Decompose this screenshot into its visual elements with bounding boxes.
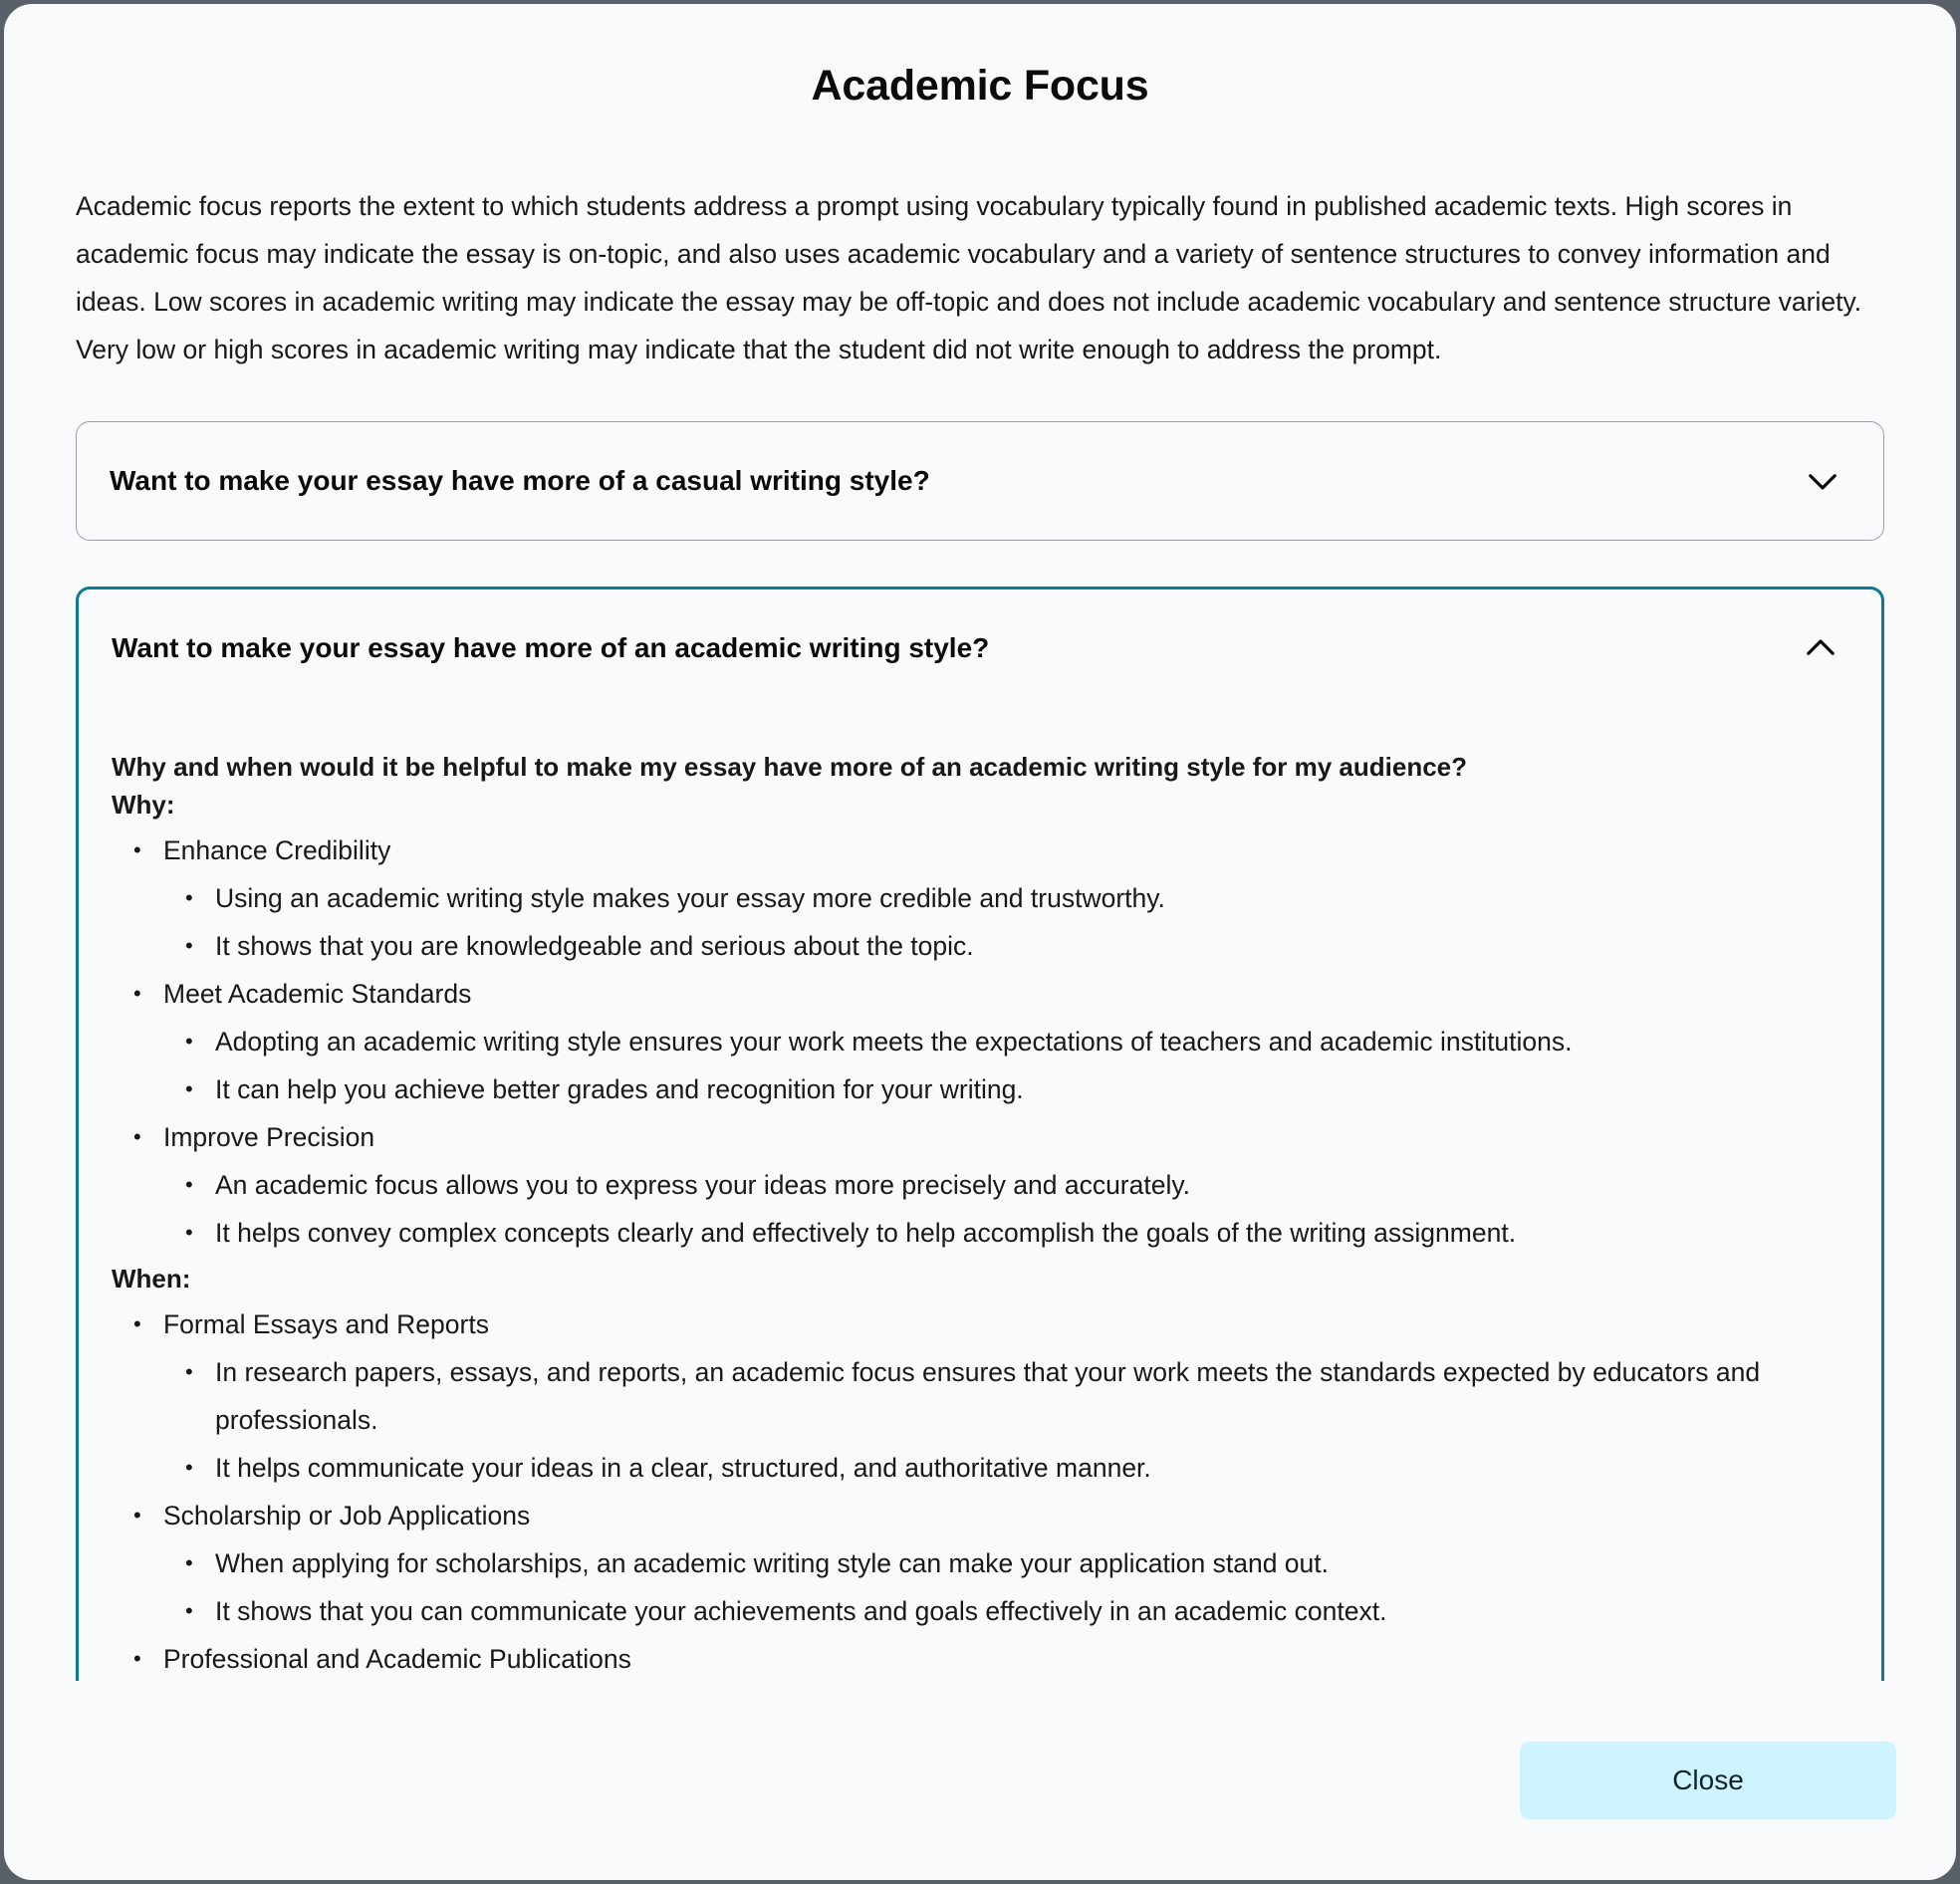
sub-list [129, 874, 1841, 970]
list-item: • It helps communicate your ideas in a clear, structured, and authoritative manner. [181, 1444, 1841, 1492]
dialog-footer [4, 1681, 1956, 1880]
accordion-academic-writing-style[interactable] [76, 587, 1884, 1681]
list-item: • Enhance Credibility [129, 826, 1841, 874]
accordion-casual-writing-style[interactable] [76, 421, 1884, 541]
sub-list [129, 1161, 1841, 1257]
accordion-academic-body [79, 707, 1881, 1681]
list-item: • Meet Academic Standards [129, 970, 1841, 1018]
list-item: • Improve Precision [129, 1113, 1841, 1161]
accordion-casual-header[interactable] [77, 422, 1883, 540]
list-item: • When applying for scholarships, an academic writing style can make your application stand out. [181, 1539, 1841, 1587]
sub-list [129, 1018, 1841, 1113]
list-item: • It can help you achieve better grades and recognition for your writing. [181, 1065, 1841, 1113]
sub-list [129, 1539, 1841, 1635]
sub-list [129, 1348, 1841, 1492]
list-item: • In research papers, essays, and reports, an academic focus ensures that your work meets the standards expected by educators and professionals. [181, 1348, 1841, 1444]
list-item: • Professional and Academic Publications [129, 1635, 1841, 1681]
list-item: • It shows that you are knowledgeable and serious about the topic. [181, 922, 1841, 970]
academic-focus-dialog [4, 4, 1956, 1880]
list-item: • Adopting an academic writing style ensures your work meets the expectations of teachers and academic institutions. [181, 1018, 1841, 1065]
why-list [112, 826, 1841, 1257]
chevron-up-icon[interactable] [1800, 627, 1841, 669]
list-item: • An academic focus allows you to express your ideas more precisely and accurately. [181, 1161, 1841, 1209]
accordion-academic-header[interactable] [79, 589, 1881, 707]
close-button[interactable]: Close [1520, 1742, 1896, 1819]
guidance-question: Why and when would it be helpful to make my essay have more of an academic writing style for my audience? [112, 752, 1468, 782]
list-item: • Using an academic writing style makes your essay more credible and trustworthy. [181, 874, 1841, 922]
when-label: When: [112, 1264, 191, 1294]
list-item: • It helps convey complex concepts clearly and effectively to help accomplish the goals of the writing assignment. [181, 1209, 1841, 1257]
page-title: Academic Focus [811, 62, 1149, 110]
chevron-down-icon[interactable] [1802, 460, 1843, 502]
list-item: • Formal Essays and Reports [129, 1300, 1841, 1348]
intro-paragraph: Academic focus reports the extent to which students address a prompt using vocabulary typically found in published academic texts. High scores in academic focus may indicate the essay is on-topic, and also uses academic vocabulary and a variety of sentence structures to convey information and ideas. Low scores in academic writing may indicate the essay may be off-topic and does not include academic vocabulary and sentence structure variety. Very low or high scores in academic writing may indicate that the student did not write enough to address the prompt. [76, 191, 1862, 364]
list-item: • Scholarship or Job Applications [129, 1492, 1841, 1539]
accordion-casual-title: Want to make your essay have more of a casual writing style? [110, 465, 930, 496]
when-list [112, 1300, 1841, 1681]
why-label: Why: [112, 790, 175, 820]
list-item: • It shows that you can communicate your achievements and goals effectively in an academic context. [181, 1587, 1841, 1635]
accordion-academic-title: Want to make your essay have more of an academic writing style? [112, 632, 990, 663]
